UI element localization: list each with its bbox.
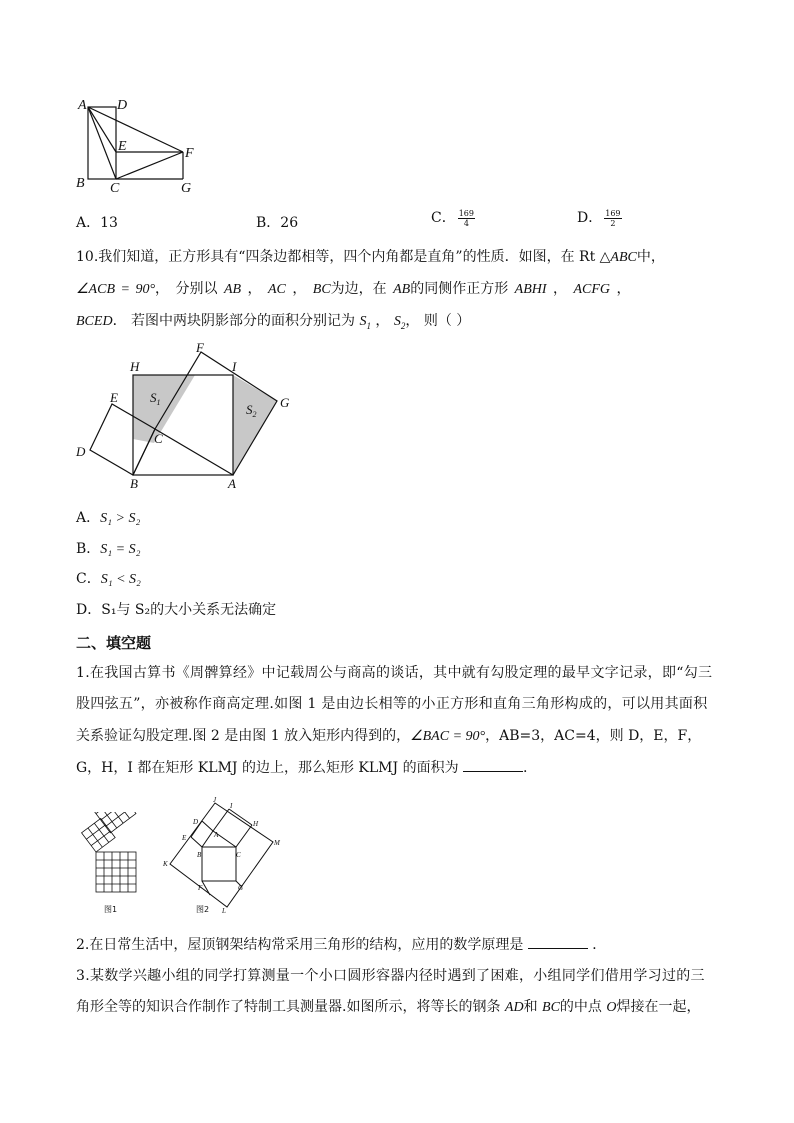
math-ab: AB <box>223 282 242 297</box>
option-prefix: A． <box>76 215 101 231</box>
figure-pythagoras-1 <box>76 812 166 917</box>
fill3-text: 和 <box>523 999 538 1015</box>
caption-figure-1: 图1 <box>104 905 118 914</box>
q10-option-d[interactable] <box>76 600 276 620</box>
option-expr: S₁与 S₂的大小关系无法确定 <box>101 602 277 618</box>
fill3-text: 的中点 <box>559 999 602 1015</box>
math-angle-bac: ∠BAC = 90° <box>410 729 486 744</box>
q10-stem-line1 <box>76 247 665 268</box>
shaded-region-s2 <box>233 375 277 475</box>
fig2-label-k: K <box>163 860 168 868</box>
fig2-label-l: L <box>222 907 226 915</box>
math-ac: AC <box>267 282 286 297</box>
q10-label-s1: $S_1$ <box>150 390 161 407</box>
fill1-text: 关系验证勾股定理.图 2 是由图 1 放入矩形内得到的， <box>76 728 411 744</box>
section-title-fill-in: 二、填空题 <box>76 634 152 652</box>
q9-option-b[interactable] <box>256 213 298 233</box>
math-ab: AB <box>393 282 411 297</box>
grid-square-right <box>91 812 136 833</box>
option-prefix: D． <box>577 210 603 226</box>
fig2-label-f: F <box>198 884 203 892</box>
q9-label-b: B <box>76 176 85 191</box>
fig2-label-b: B <box>197 851 202 859</box>
fig2-label-d: D <box>193 818 199 826</box>
math-s2: $S_2$ <box>393 314 406 331</box>
triangle-abc <box>202 831 236 847</box>
q9-label-c: C <box>110 181 120 196</box>
q10-text: 为边，在 <box>330 281 387 297</box>
fill3-line2 <box>76 997 701 1018</box>
fill2-line <box>76 934 606 955</box>
math-acfg: ACFG <box>573 282 611 297</box>
q10-label-c: C <box>154 431 163 446</box>
option-expr: S₁ > S₂ <box>100 511 141 526</box>
fig2-label-g: G <box>238 884 244 892</box>
q10-text: 中， <box>636 249 665 265</box>
q9-label-a: A <box>78 98 87 113</box>
grid-square-bottom <box>96 852 136 892</box>
q10-text: 10.我们知道，正方形具有“四条边都相等，四个内角都是直角”的性质．如图，在 Rt △ <box>76 249 611 265</box>
q9-option-a[interactable] <box>76 213 118 233</box>
comma: ， <box>616 281 631 297</box>
fig2-label-a: A <box>214 831 219 839</box>
q9-option-d[interactable] <box>577 208 622 228</box>
q10-text: ， 则（ ） <box>405 313 471 329</box>
fraction-numerator: 169 <box>458 208 474 218</box>
caption-figure-2: 图2 <box>196 905 210 914</box>
comma: ， <box>553 281 568 297</box>
comma: ， <box>375 313 390 329</box>
fill1-text: . <box>523 760 528 776</box>
fraction <box>604 209 621 228</box>
fill3-text: 焊接在一起， <box>616 999 701 1015</box>
option-value: 26 <box>280 215 299 231</box>
option-prefix: A． <box>76 510 101 526</box>
fill3-text: 角形全等的知识合作制作了特制工具测量器.如图所示，将等长的钢条 <box>76 999 501 1015</box>
fraction-denominator: 2 <box>610 218 616 228</box>
shaded-region-s1 <box>133 375 195 443</box>
fig2-label-e: E <box>182 834 187 842</box>
math-o: O <box>606 1000 617 1015</box>
math-ad: AD <box>504 1000 524 1015</box>
q9-label-f: F <box>185 146 194 161</box>
math-bc: BC <box>312 282 331 297</box>
square-bcgf <box>202 847 236 881</box>
q10-label-f: F <box>196 340 204 355</box>
math-angle-acb: ∠ACB = 90° <box>76 282 156 297</box>
q10-option-c[interactable] <box>76 569 141 590</box>
fill2-text: 2.在日常生活中，屋顶钢架结构常采用三角形的结构，应用的数学原理是 <box>76 937 524 953</box>
figure-q10 <box>70 340 310 500</box>
math-s1: $S_1$ <box>359 314 371 331</box>
q10-text: ． 若图中两块阴影部分的面积分别记为 <box>112 313 356 329</box>
fraction <box>458 209 475 228</box>
figure-q9 <box>70 95 210 200</box>
q10-option-b[interactable] <box>76 539 140 560</box>
answer-blank[interactable] <box>463 757 523 772</box>
math-abc: ABC <box>610 250 637 265</box>
fill1-line2: 股四弦五”，亦被称作商高定理.如图 1 是由边长相等的小正方形和直角三角形构成的，可以用其面积 <box>76 696 708 712</box>
q9-label-e: E <box>118 139 127 154</box>
q10-label-h: H <box>130 359 140 374</box>
fig2-label-c: C <box>236 851 241 859</box>
q10-option-a[interactable] <box>76 508 140 529</box>
q10-text: ， 分别以 <box>155 281 218 297</box>
option-expr: S₁ < S₂ <box>100 572 141 587</box>
q9-line-cf <box>116 152 183 179</box>
fig2-label-j: J <box>213 796 217 804</box>
q9-label-d: D <box>117 98 128 113</box>
option-expr: S₁ = S₂ <box>100 542 141 557</box>
q10-stem-line3 <box>76 311 470 336</box>
fill3-line1: 3.某数学兴趣小组的同学打算测量一个小口圆形容器内径时遇到了困难，小组同学们借用学习过的三 <box>76 968 705 984</box>
option-prefix: B． <box>256 215 281 231</box>
q10-label-s2: $S_2$ <box>246 402 257 419</box>
figure-pythagoras-2 <box>160 795 285 917</box>
fraction-numerator: 169 <box>605 208 621 218</box>
option-prefix: C． <box>431 210 456 226</box>
fill1-line3 <box>76 726 701 747</box>
math-bc: BC <box>542 1000 560 1015</box>
option-prefix: D． <box>76 602 102 618</box>
option-prefix: B． <box>76 541 101 557</box>
fraction-denominator: 4 <box>463 218 469 228</box>
q10-label-g: G <box>280 395 290 410</box>
comma: ， <box>247 281 262 297</box>
option-prefix: C． <box>76 571 101 587</box>
fill2-text: ． <box>592 937 607 953</box>
q10-label-i: I <box>232 359 237 374</box>
math-bced: BCED <box>76 314 113 329</box>
option-value: 13 <box>100 215 118 231</box>
q10-label-d: D <box>76 444 86 459</box>
fig2-label-h: H <box>253 820 259 828</box>
q10-text: 的同侧作正方形 <box>410 281 509 297</box>
q9-label-g: G <box>181 181 192 196</box>
answer-blank[interactable] <box>528 934 588 949</box>
comma: ， <box>292 281 307 297</box>
fill1-line4 <box>76 757 528 778</box>
q10-label-b: B <box>130 476 138 491</box>
fig2-label-i: I <box>230 802 233 810</box>
q10-stem-line2 <box>76 279 630 300</box>
fig2-label-m: M <box>274 839 280 847</box>
q10-label-e: E <box>110 390 118 405</box>
q10-label-a: A <box>228 476 236 491</box>
fill1-text: G，H，I 都在矩形 KLMJ 的边上，那么矩形 KLMJ 的面积为 <box>76 760 459 776</box>
fill1-line1: 1.在我国古算书《周髀算经》中记载周公与商高的谈话，其中就有勾股定理的最早文字记录，即“勾三 <box>76 665 713 681</box>
q9-option-c[interactable] <box>431 208 475 228</box>
math-abhi: ABHI <box>514 282 547 297</box>
fill1-text: ，AB=3，AC=4，则 D，E，F， <box>485 728 702 744</box>
